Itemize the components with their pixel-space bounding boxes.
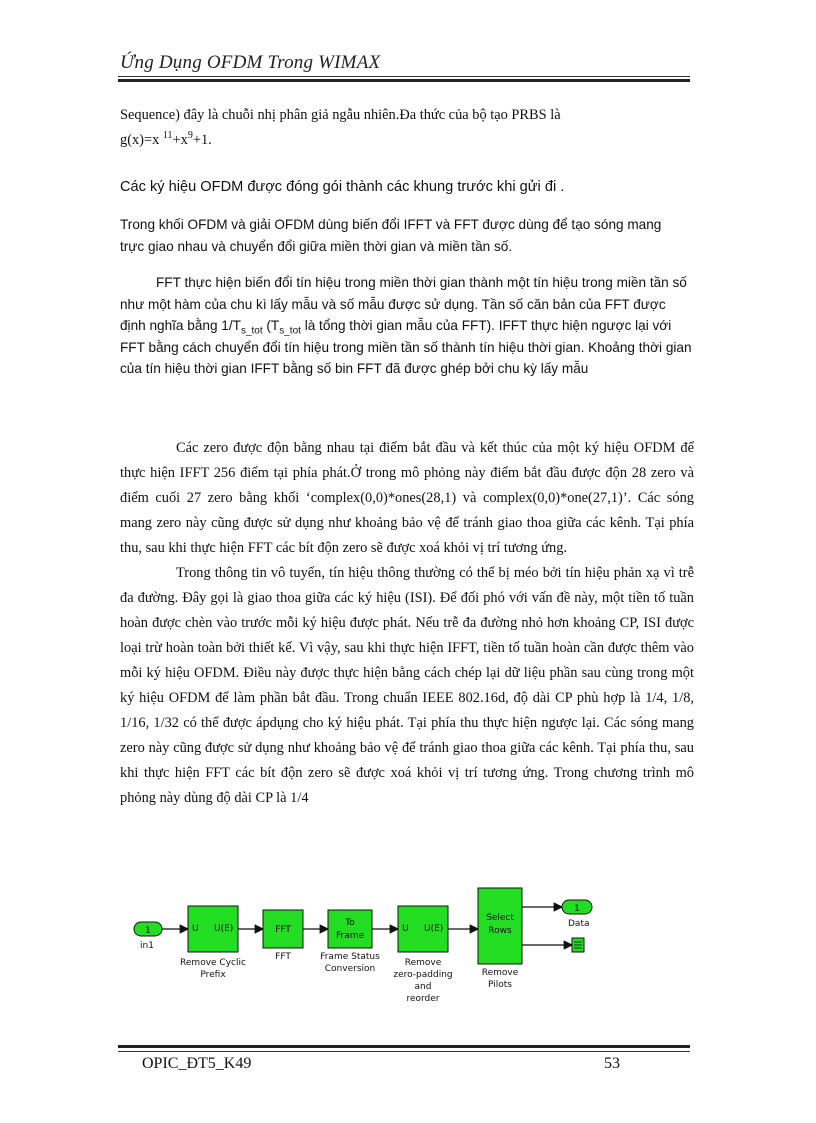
header-divider-thick [118, 79, 690, 82]
remove-cp-output-label: U(E) [214, 924, 234, 934]
remove-zp-label-line3: and [414, 982, 432, 992]
footer-divider-thick [118, 1045, 690, 1048]
paragraph-ofdm-fft: Trong khối OFDM và giải OFDM dùng biến đổi IFFT và FFT được dùng để tạo sóng mang trực giao nhau và chuyển đổi giữa miền thời gian và miền tần số. [120, 217, 662, 254]
select-rows-label-line1: Remove [481, 968, 519, 978]
in-port-label: in1 [140, 941, 154, 951]
fft-label: FFT [275, 952, 291, 962]
in-port-number: 1 [145, 926, 151, 936]
to-frame-line2: Frame [335, 931, 365, 941]
paragraph-fft-definition: FFT thực hiện biến đổi tín hiệu trong miền thời gian thành một tín hiệu trong miền tần số như một hàm của chu kì lấy mẫu và số mẫu được sử dụng. Tần số căn bản của FFT được định nghĩa bằng $1/T_{s\_tot}$ ($T_{s\_tot}$ là tổng thời gian mẫu của FFT). IFFT thực hiện ngược lại với FFT bằng cách chuyển đổi tín hiệu trong miền tần số thành tín hiệu thời gian. Khoảng thời gian của tín hiệu thời gian IFFT bằng số bin FFT đã được ghép bởi chu kỳ lấy mẫu [120, 275, 692, 376]
remove-cp-input-label: U [192, 924, 199, 934]
paragraph-framing: Các ký hiệu OFDM được đóng gói thành các khung trước khi gửi đi . [120, 179, 565, 195]
footer-course-code: OPIC_ĐT5_K49 [142, 1055, 252, 1072]
header-divider [118, 76, 690, 77]
remove-zp-label-line1: Remove [404, 958, 442, 968]
page-number: 53 [604, 1055, 620, 1072]
out-port-label: Data [568, 919, 590, 929]
to-frame-block[interactable] [328, 910, 372, 948]
remove-cp-label-line2: Prefix [200, 970, 226, 980]
remove-zp-label-line4: reorder [406, 994, 440, 1004]
fft-block-text: FFT [275, 925, 291, 935]
prbs-sentence: Sequence) đây là chuỗi nhị phân giả ngẫu nhiên.Đa thức của bộ tạo PRBS là [120, 107, 561, 123]
paragraph-prbs [120, 103, 694, 153]
prbs-polynomial: g(x)=x $^{11}+x^9+1$. [120, 130, 212, 148]
remove-cp-label-line1: Remove Cyclic [180, 958, 246, 968]
simulink-diagram [0, 880, 816, 1010]
out-port-number: 1 [574, 904, 580, 914]
to-frame-label-line2: Conversion [324, 964, 376, 974]
header-title: Ứng Dụng OFDM Trong WIMAX [120, 52, 381, 73]
to-frame-line1: To [345, 918, 355, 928]
to-frame-label-line1: Frame Status [320, 952, 380, 962]
paragraph-zero-padding: Các zero được độn bằng nhau tại điểm bắt đầu và kết thúc của một ký hiệu OFDM để thực hiện IFFT 256 điểm tại phía phát.Ở trong mô phỏng này điểm bắt đầu được độn 28 zero và điểm cuối 27 zero bằng khối ‘complex(0,0)*ones(28,1) và complex(0,0)*one(27,1)’. Các sóng mang zero này cũng được sử dụng như khoảng bảo vệ để tránh giao thoa giữa các kênh. Tại phía thu, sau khi thực hiện FFT các bít độn zero sẽ được xoá khỏi vị trí tương ứng. [120, 440, 694, 556]
select-rows-label-line2: Pilots [488, 980, 512, 990]
footer-divider [118, 1051, 690, 1052]
remove-zp-output-label: U(E) [424, 924, 444, 934]
remove-zp-label-line2: zero-padding [393, 970, 453, 980]
paragraph-cyclic-prefix: Trong thông tin vô tuyến, tín hiệu thông thường có thể bị méo bởi tín hiệu phản xạ vì trễ đa đường. Đây gọi là giao thoa giữa các ký hiệu (ISI). Để đối phó với vấn đề này, một tiền tố tuần hoàn được chèn vào trước mỗi ký hiệu được phát. Nếu trễ đa đường nhỏ hơn khoảng CP, ISI được loại trừ hoàn toàn bởi thiết kế. Vì vậy, sau khi thực hiện IFFT, tiền tố tuần hoàn cần được thêm vào mỗi ký hiệu OFDM. Điều này được thực hiện bằng cách chép lại dữ liệu phần sau cùng trong một ký hiệu OFDM để làm phần bắt đầu. Trong chuẩn IEEE 802.16d, độ dài CP phù hợp là 1/4, 1/8, 1/16, 1/32 có thể được ápdụng cho ký hiệu phát. Tại phía thu thực hiện ngược lại. Các sóng mang zero này cũng được sử dụng như khoảng bảo vệ để tránh giao thoa giữa các kênh. Tại phía thu, sau khi thực hiện FFT các bít độn zero sẽ được xoá khỏi vị trí tương ứng. Trong chương trình mô phỏng này dùng độ dài CP là 1/4 [120, 565, 694, 806]
remove-zp-input-label: U [402, 924, 409, 934]
select-rows-line2: Rows [488, 926, 512, 936]
select-rows-line1: Select [486, 913, 514, 923]
